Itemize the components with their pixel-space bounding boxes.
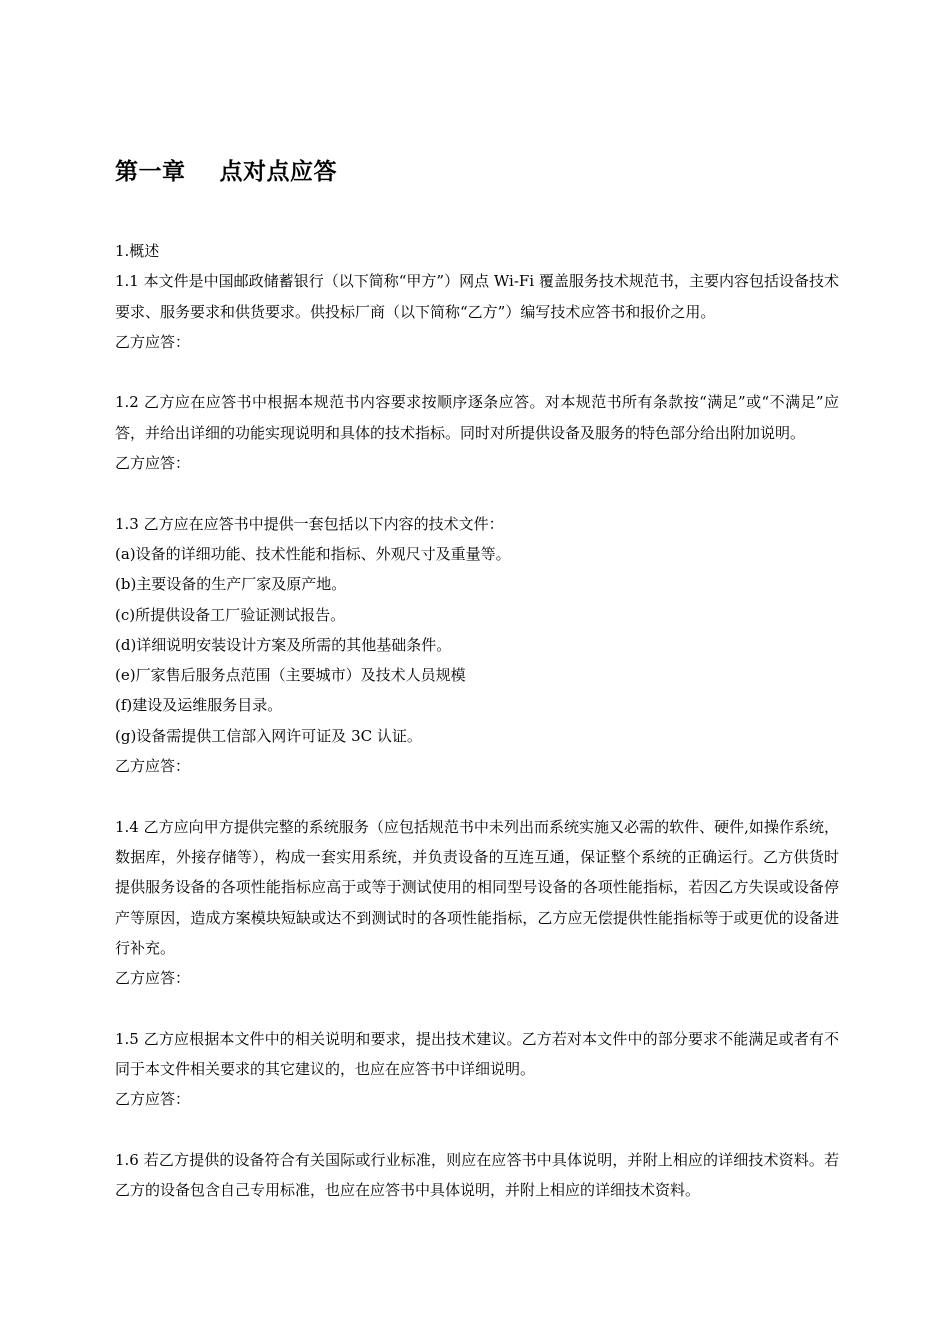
clause-1-3: 1.3 乙方应在应答书中提供一套包括以下内容的技术文件： (115, 514, 504, 533)
answer-label-1-2: 乙方应答： (115, 454, 191, 473)
paragraph-gap (115, 993, 839, 1023)
paragraph-gap (115, 781, 839, 811)
document-body (115, 236, 839, 1206)
clause-1-5: 1.5 乙方应根据本文件中的相关说明和要求，提出技术建议。乙方若对本文件中的部分要求不能满足或者有不同于本文件相关要求的其它建议的，也应在应答书中详细说明。 (115, 1029, 839, 1079)
clause-1-6: 1.6 若乙方提供的设备符合有关国际或行业标准，则应在应答书中具体说明，并附上相应的详细技术资料。若乙方的设备包含自己专用标准，也应在应答书中具体说明，并附上相应的详细技术资料。 (115, 1150, 839, 1200)
paragraph-gap (115, 357, 839, 387)
paragraph-gap (115, 1115, 839, 1145)
clause-1-3-item-a: (a)设备的详细功能、技术性能和指标、外观尺寸及重量等。 (115, 544, 511, 563)
clause-1-3-item-e: (e)厂家售后服务点范围（主要城市）及技术人员规模 (115, 666, 466, 685)
clause-1-3-item-d: (d)详细说明安装设计方案及所需的其他基础条件。 (115, 635, 452, 654)
clause-1-1: 1.1 本文件是中国邮政储蓄银行（以下简称“甲方”）网点 Wi-Fi 覆盖服务技术规范书，主要内容包括设备技术要求、服务要求和供货要求。供投标厂商（以下简称“乙方”）编写技术应答书和报价之用。 (115, 272, 839, 321)
clause-1-3-item-c: (c)所提供设备工厂验证测试报告。 (115, 605, 346, 624)
answer-label-1-3: 乙方应答： (115, 757, 191, 776)
answer-label-1-4: 乙方应答： (115, 969, 191, 988)
section-heading: 1.概述 (115, 242, 160, 260)
paragraph-gap (115, 478, 839, 508)
clause-1-4: 1.4 乙方应向甲方提供完整的系统服务（应包括规范书中未列出而系统实施又必需的软件、硬件,如操作系统，数据库，外接存储等），构成一套实用系统，并负责设备的互连互通，保证整个系统的正确运行。乙方供货时提供服务设备的各项性能指标应高于或等于测试使用的相同型号设备的各项性能指标，若因乙方失误或设备停产等原因，造成方案模块短缺或达不到测试时的各项性能指标，乙方应无偿提供性能指标等于或更优的设备进行补充。 (115, 817, 839, 957)
answer-label-1-1: 乙方应答： (115, 332, 191, 351)
clause-1-3-item-g: (g)设备需提供工信部入网许可证及 3C 认证。 (115, 726, 422, 745)
chapter-title: 第一章 点对点应答 (115, 159, 338, 185)
answer-label-1-5: 乙方应答： (115, 1090, 191, 1109)
clause-1-3-item-b: (b)主要设备的生产厂家及原产地。 (115, 575, 347, 594)
clause-1-3-item-f: (f)建设及运维服务目录。 (115, 696, 283, 715)
clause-1-2: 1.2 乙方应在应答书中根据本规范书内容要求按顺序逐条应答。对本规范书所有条款按“满足”或“不满足”应答，并给出详细的功能实现说明和具体的技术指标。同时对所提供设备及服务的特色部分给出附加说明。 (115, 393, 839, 442)
